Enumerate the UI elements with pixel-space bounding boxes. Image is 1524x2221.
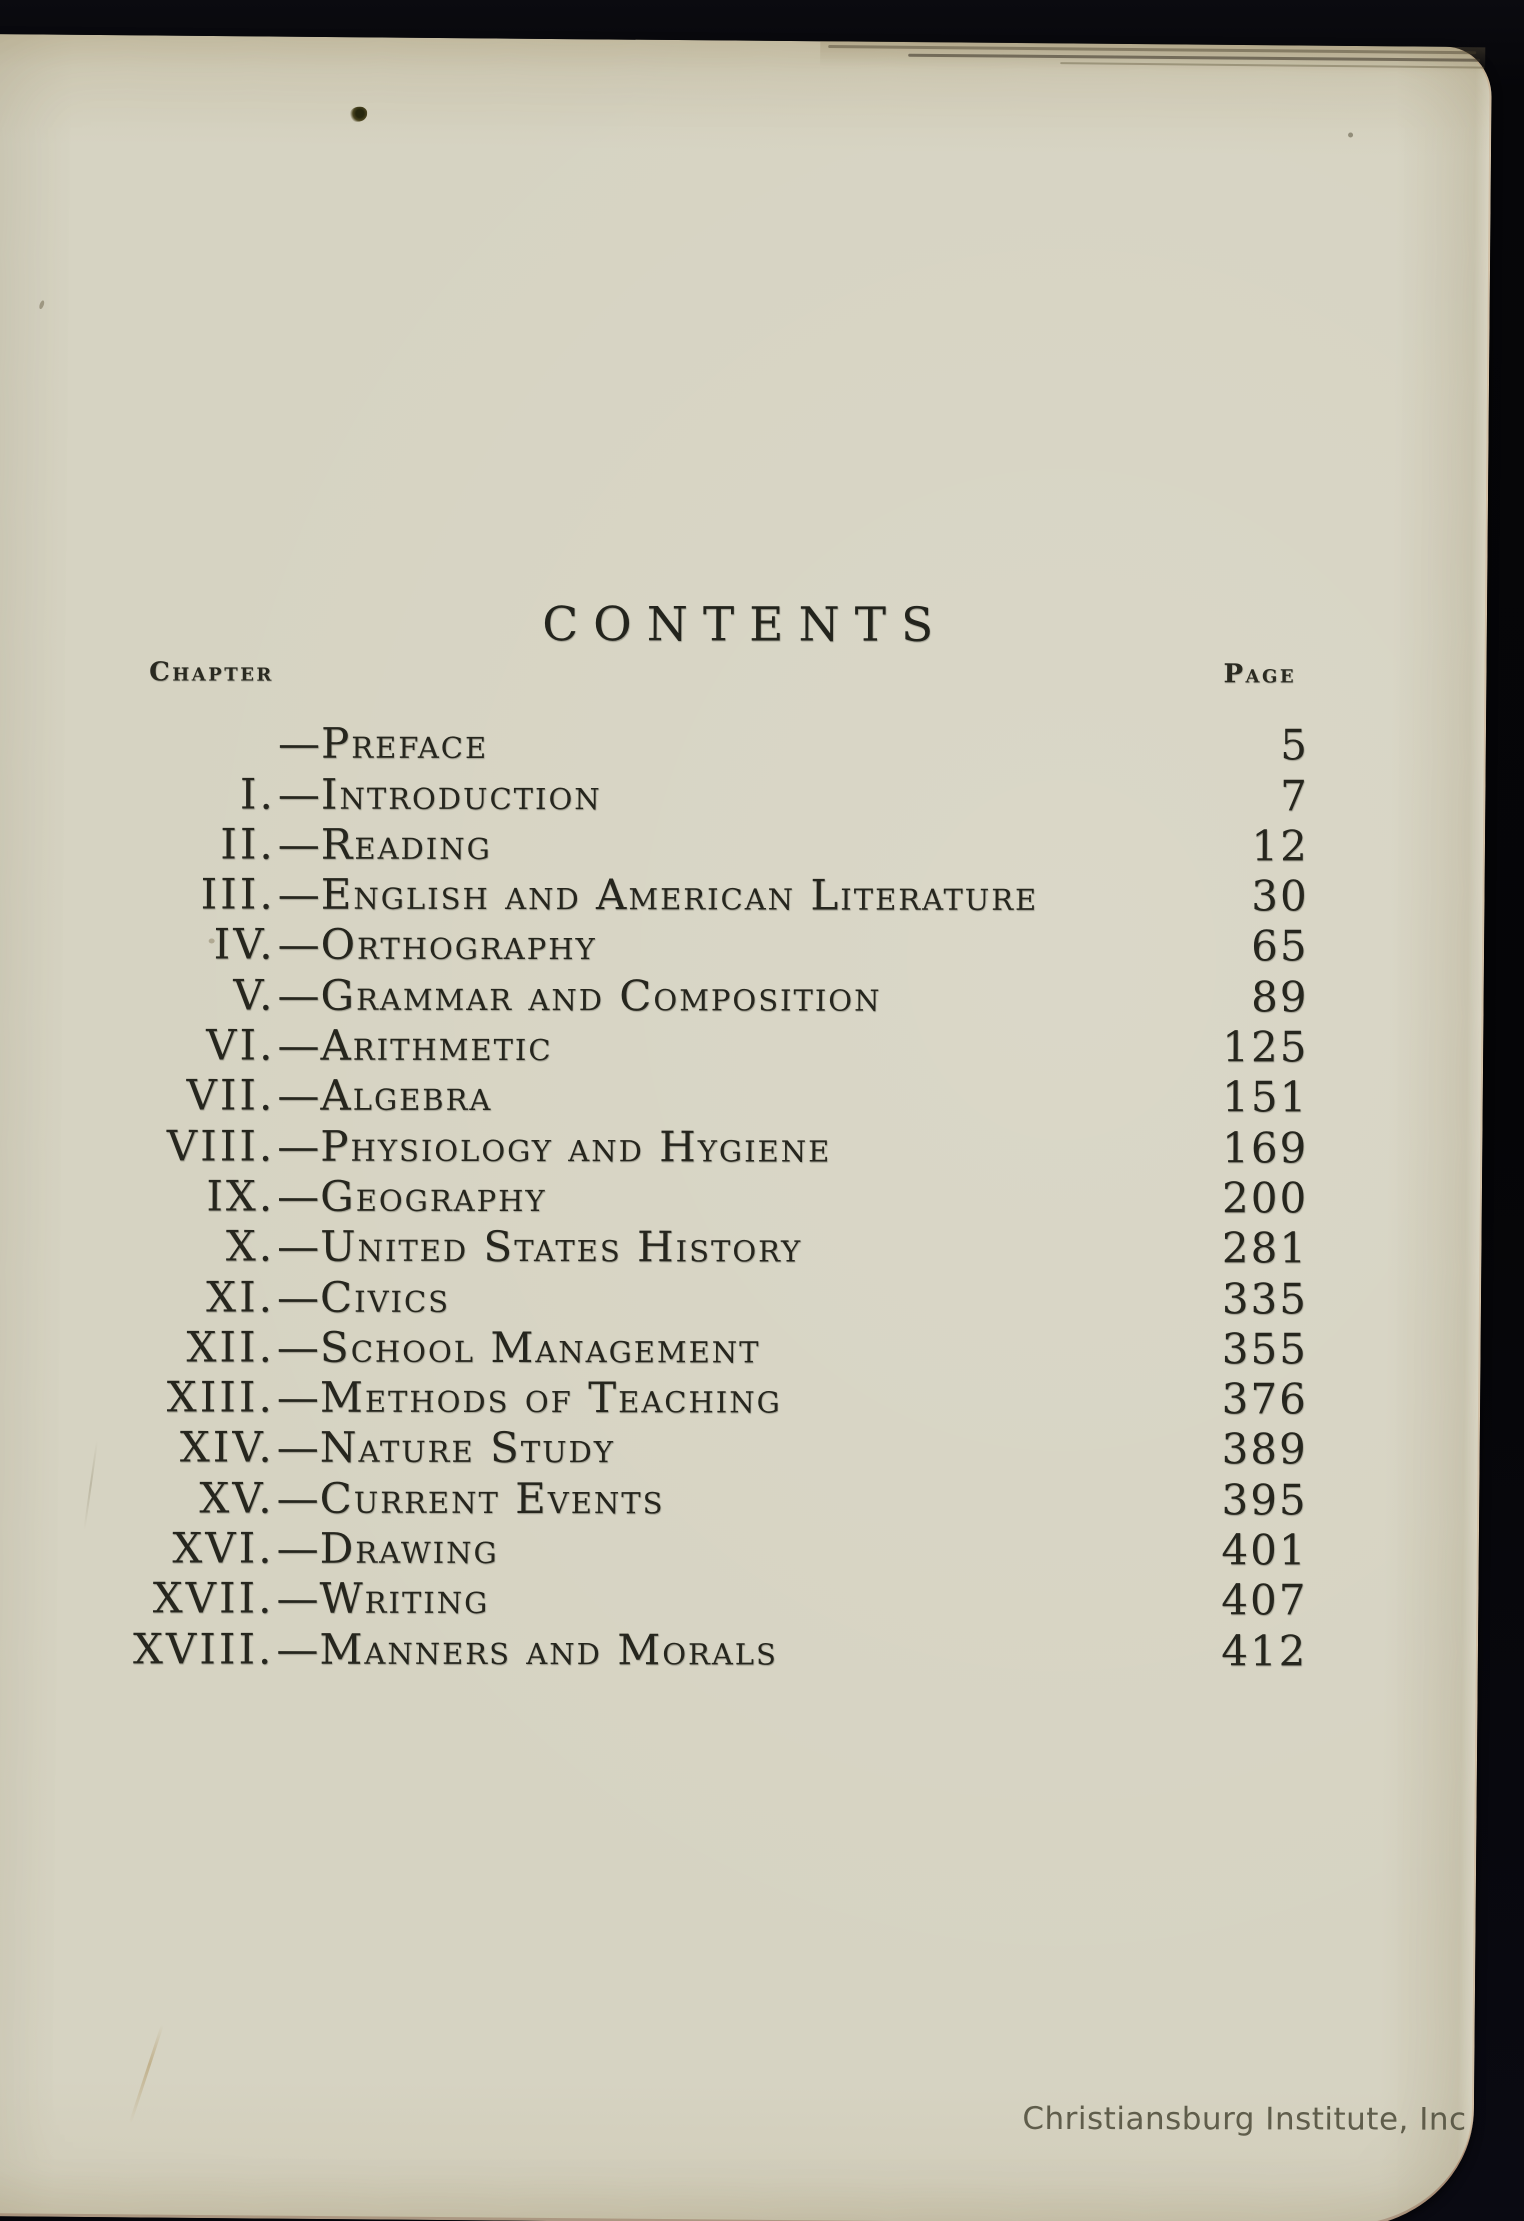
toc-entry-page-number: 5 bbox=[1280, 720, 1310, 770]
toc-column-headers bbox=[149, 657, 1309, 689]
toc-entry-dash: — bbox=[277, 1171, 320, 1221]
toc-entry-dash: — bbox=[277, 1121, 320, 1171]
toc-list bbox=[0, 716, 1309, 1674]
toc-entry-title: Civics bbox=[319, 1272, 451, 1322]
toc-entry-chapter-numeral: XVI. bbox=[172, 1523, 275, 1573]
toc-entry bbox=[0, 1370, 1308, 1423]
page-column-header: Page bbox=[1223, 659, 1297, 690]
toc-entry-title: Nature Study bbox=[319, 1423, 616, 1473]
toc-entry-dash: — bbox=[276, 1372, 319, 1422]
toc-entry bbox=[0, 1471, 1308, 1524]
toc-entry-page-number: 389 bbox=[1221, 1424, 1308, 1474]
toc-entry bbox=[0, 1621, 1307, 1674]
toc-entry-title: Manners and Morals bbox=[319, 1624, 778, 1675]
toc-entry-title: Orthography bbox=[320, 920, 597, 970]
toc-entry-chapter-numeral: XVII. bbox=[152, 1573, 275, 1623]
toc-entry-dot-leader bbox=[805, 1344, 1216, 1359]
toc-entry-page-number: 412 bbox=[1221, 1625, 1308, 1676]
toc-entry-dot-leader bbox=[822, 1646, 1215, 1661]
page-title: CONTENTS bbox=[542, 597, 949, 653]
paper-stain bbox=[129, 2025, 164, 2125]
toc-entry-page-number: 335 bbox=[1221, 1273, 1309, 1323]
toc-entry-dash: — bbox=[276, 1523, 319, 1573]
watermark-text: Christiansburg Institute, Inc bbox=[1022, 2100, 1467, 2138]
chapter-column-header: Chapter bbox=[149, 657, 274, 688]
toc-entry-page-number: 376 bbox=[1221, 1374, 1308, 1424]
toc-entry-dot-leader bbox=[533, 1595, 1215, 1610]
paper-speck bbox=[38, 300, 45, 310]
toc-entry-dash: — bbox=[276, 1272, 320, 1322]
toc-entry-chapter-numeral: X. bbox=[225, 1221, 276, 1271]
toc-entry-page-number: 200 bbox=[1221, 1173, 1309, 1223]
toc-entry-chapter-numeral: XIII. bbox=[166, 1372, 275, 1422]
toc-entry-dash: — bbox=[276, 1624, 319, 1674]
toc-entry-dash: — bbox=[276, 1322, 319, 1372]
toc-entry-page-number: 401 bbox=[1221, 1525, 1308, 1575]
toc-entry-dash: — bbox=[277, 1020, 320, 1070]
toc-entry-chapter-numeral: XII. bbox=[186, 1322, 275, 1372]
toc-entry-dot-leader bbox=[659, 1445, 1216, 1460]
toc-entry bbox=[0, 766, 1309, 819]
toc-entry-title: Introduction bbox=[320, 769, 602, 819]
toc-entry-page-number: 281 bbox=[1221, 1223, 1309, 1273]
toc-entry-page-number: 89 bbox=[1251, 972, 1309, 1022]
toc-entry-title: United States History bbox=[320, 1221, 803, 1272]
toc-entry-dot-leader bbox=[494, 1294, 1216, 1309]
toc-entry-chapter-numeral: V. bbox=[233, 970, 276, 1020]
toc-entry-chapter-numeral: XVIII. bbox=[133, 1624, 275, 1674]
toc-entry-title: Methods of Teaching bbox=[319, 1372, 782, 1423]
toc-entry-chapter-numeral: XI. bbox=[206, 1272, 276, 1322]
book-page bbox=[0, 34, 1492, 2221]
toc-entry-chapter-numeral: XIV. bbox=[179, 1422, 275, 1473]
toc-entry-dot-leader bbox=[543, 1545, 1216, 1560]
toc-entry-page-number: 169 bbox=[1222, 1122, 1309, 1173]
toc-entry-dot-leader bbox=[536, 841, 1217, 856]
toc-entry-dash: — bbox=[276, 1423, 319, 1473]
toc-entry-title: Arithmetic bbox=[320, 1020, 553, 1071]
toc-entry-dash: — bbox=[276, 1473, 319, 1523]
toc-entry-dot-leader bbox=[925, 993, 1216, 1008]
toc-entry bbox=[0, 1269, 1308, 1322]
toc-entry-page-number: 395 bbox=[1221, 1475, 1308, 1525]
toc-entry-dash: — bbox=[277, 1071, 320, 1121]
toc-entry bbox=[0, 1169, 1308, 1222]
toc-entry bbox=[0, 867, 1309, 920]
toc-entry bbox=[0, 1119, 1308, 1172]
toc-entry-page-number: 355 bbox=[1221, 1324, 1308, 1374]
toc-entry-dash: — bbox=[277, 819, 320, 869]
toc-entry bbox=[0, 1219, 1308, 1272]
toc-entry-chapter-numeral: IV. bbox=[213, 919, 276, 970]
toc-entry-chapter-numeral: IX. bbox=[206, 1171, 276, 1221]
toc-entry-page-number: 12 bbox=[1251, 821, 1309, 871]
toc-entry-dot-leader bbox=[536, 1092, 1216, 1107]
toc-entry-title: Physiology and Hygiene bbox=[320, 1121, 832, 1172]
toc-entry bbox=[0, 917, 1309, 970]
toc-entry-dash: — bbox=[277, 970, 320, 1020]
toc-entry bbox=[0, 817, 1309, 870]
toc-entry-title: Geography bbox=[320, 1171, 547, 1222]
toc-entry-dash: — bbox=[276, 1573, 319, 1624]
toc-entry-dot-leader bbox=[597, 1042, 1217, 1057]
toc-entry-dot-leader bbox=[641, 942, 1217, 957]
toc-entry bbox=[0, 968, 1309, 1021]
toc-entry-dot-leader bbox=[875, 1143, 1216, 1158]
toc-entry bbox=[0, 1420, 1308, 1473]
toc-entry-dash: — bbox=[277, 769, 320, 819]
toc-entry bbox=[0, 716, 1309, 769]
toc-entry-title: Reading bbox=[320, 819, 492, 869]
toc-entry-chapter-numeral: VIII. bbox=[166, 1121, 276, 1171]
toc-entry-page-number: 125 bbox=[1222, 1022, 1309, 1072]
toc-entry bbox=[0, 1068, 1308, 1121]
toc-entry-dot-leader bbox=[646, 791, 1217, 806]
toc-entry-title: Writing bbox=[319, 1574, 490, 1624]
toc-entry-dash: — bbox=[277, 1221, 320, 1271]
toc-entry-page-number: 7 bbox=[1280, 770, 1309, 821]
toc-entry-dash: — bbox=[277, 718, 321, 768]
toc-entry-title: Current Events bbox=[319, 1473, 665, 1524]
toc-entry-page-number: 65 bbox=[1251, 921, 1309, 971]
toc-entry-title: Grammar and Composition bbox=[320, 970, 882, 1021]
toc-entry-chapter-numeral: II. bbox=[220, 819, 276, 869]
toc-entry-title: English and American Literature bbox=[320, 869, 1039, 921]
toc-entry-title: Preface bbox=[320, 718, 489, 769]
toc-entry-page-number: 151 bbox=[1222, 1072, 1309, 1122]
toc-entry-title: Algebra bbox=[320, 1071, 493, 1121]
toc-entry-chapter-numeral: VII. bbox=[186, 1070, 276, 1120]
toc-entry-title: Drawing bbox=[319, 1523, 499, 1574]
toc-entry-dash: — bbox=[277, 869, 320, 919]
ink-fleck bbox=[349, 107, 367, 122]
toc-entry-chapter-numeral: XV. bbox=[199, 1473, 275, 1523]
toc-entry-chapter-numeral: I. bbox=[239, 769, 276, 819]
toc-entry-page-number: 407 bbox=[1221, 1575, 1308, 1625]
toc-entry-dot-leader bbox=[1082, 892, 1216, 906]
toc-entry bbox=[0, 1018, 1309, 1071]
toc-entry-dash: — bbox=[277, 920, 320, 970]
toc-entry bbox=[0, 1320, 1308, 1373]
toc-entry-chapter-numeral: VI. bbox=[206, 1020, 276, 1070]
toc-entry-chapter-numeral: III. bbox=[200, 869, 276, 919]
toc-entry-dot-leader bbox=[709, 1495, 1216, 1510]
toc-entry-dot-leader bbox=[591, 1193, 1217, 1208]
paper-speck bbox=[1348, 132, 1353, 137]
toc-entry-dot-leader bbox=[826, 1395, 1216, 1410]
toc-entry-dot-leader bbox=[532, 740, 1217, 755]
toc-entry-title: School Management bbox=[319, 1322, 761, 1373]
toc-entry-page-number: 30 bbox=[1251, 871, 1309, 921]
toc-entry bbox=[0, 1571, 1308, 1624]
toc-entry bbox=[0, 1521, 1308, 1574]
toc-entry-dot-leader bbox=[846, 1244, 1216, 1259]
